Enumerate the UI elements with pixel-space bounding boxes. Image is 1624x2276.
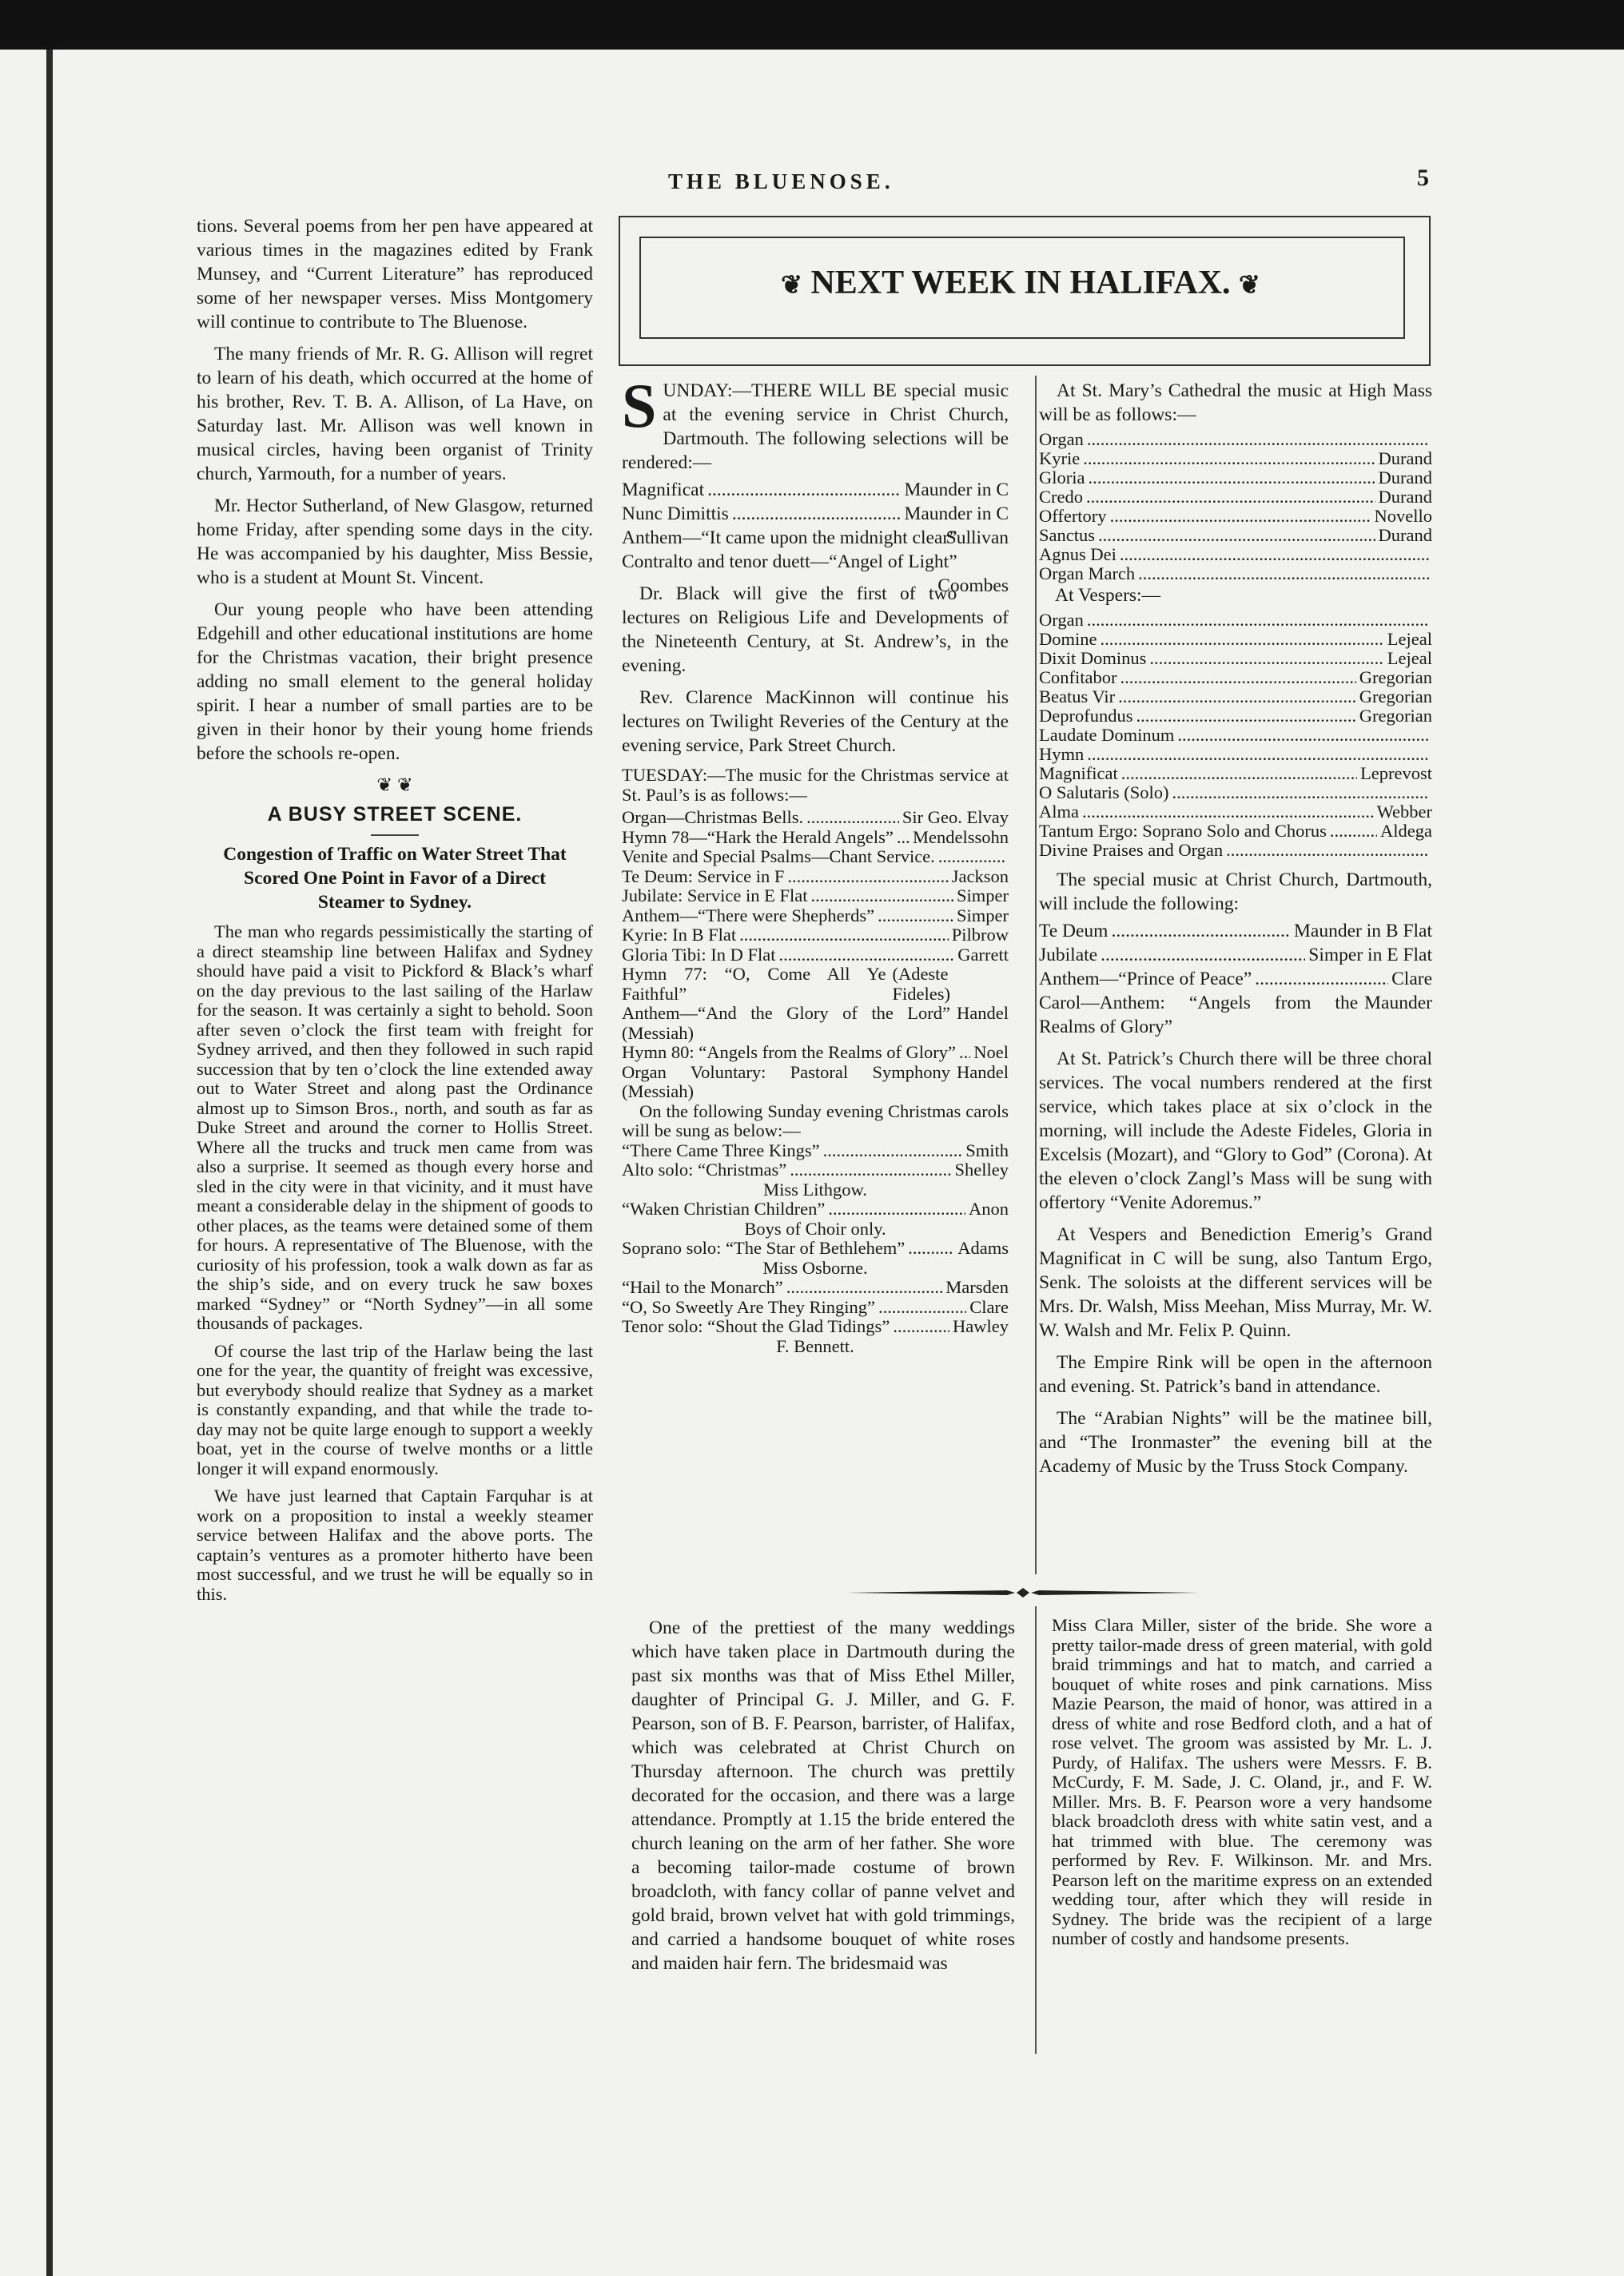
- christ-church-selection-item: [622, 478, 1009, 502]
- carol-selection-title: Alto solo: “Christmas”: [622, 1160, 787, 1180]
- christ-church-selection-leader: [707, 478, 901, 502]
- paragraph-st-marys: At St. Mary’s Cathedral the music at High Mass will be as follows:—: [1039, 380, 1432, 425]
- high-mass-selection-title: Sanctus: [1039, 525, 1095, 545]
- paragraph-carols: On the following Sunday evening Christmas carols will be sung as below:—: [622, 1100, 1009, 1140]
- st-pauls-selection-item: [622, 1063, 1009, 1102]
- high-mass-selection-leader: [1088, 468, 1375, 487]
- st-pauls-selection-item: [622, 867, 1009, 887]
- christ-church-selection-leader: [732, 502, 902, 526]
- page-number: 5: [1417, 165, 1429, 191]
- st-pauls-selection-item: [622, 906, 1009, 926]
- paragraph-young-people: Our young people who have been attending Edgehill and other educational institutions are home for the Christmas vacation, their bright presence adding no small element to the general holiday spirit. I hear a number of small parties are to be given in their honor by their young home friends before the schools re-open.: [197, 599, 593, 764]
- running-head: THE BLUENOSE.: [668, 169, 894, 193]
- vespers-selection-leader: [1136, 706, 1355, 726]
- paragraph-wedding-part1: One of the prettiest of the many weddings which have taken place in Dartmouth during the past six months was that of Miss Ethel Miller, daughter of Principal G. J. Miller, and G. F. Pearson, son of B. F. Pearson, barrister, of Halifax, which was celebrated at Christ Church on Thursday afternoon. The church was prettily decorated for the occasion, and there was a large attendance. Promptly at 1.15 the bride entered the church leaning on the arm of her father. She wore a becoming tailor-made costume of brown broadcloth, with fancy collar of panne velvet and gold braid, brown velvet hat with gold trimmings, and carried a handsome bouquet of white roses and maiden hair fern. The bridesmaid was: [631, 1617, 1015, 1974]
- carol-selection-leader: [786, 1278, 942, 1298]
- high-mass-selection-item: [1039, 507, 1432, 526]
- carol-selection-leader: [790, 1160, 951, 1180]
- paragraph-st-patricks: At St. Patrick’s Church there will be three choral services. The vocal numbers rendered at the first service, which takes place at six o’clock in the morning, will include the Adeste Fideles, Gloria in Excelsis (Mozart), and “Glory to God” (Corona). At the eleven o’clock Zangl’s Mass will be sung with offertory “Venite Adoremus.”: [1039, 1048, 1432, 1213]
- carol-selection-item: [622, 1160, 1009, 1180]
- christ-special-selection-leader: [1255, 967, 1388, 991]
- christ-church-selection-title: Nunc Dimittis: [622, 503, 729, 524]
- fleuron-right-icon: ❦: [1239, 270, 1260, 299]
- carol-selection-title: Tenor solo: “Shout the Glad Tidings”: [622, 1316, 890, 1336]
- st-pauls-selection-leader: [739, 925, 949, 945]
- vespers-selection-leader: [1149, 649, 1383, 668]
- paragraph-christ-church-special: The special music at Christ Church, Dartmouth, will include the following:: [1039, 869, 1432, 914]
- vespers-selection-leader: [1087, 745, 1429, 764]
- vespers-selection-title: Laudate Dominum: [1039, 725, 1175, 745]
- paragraph-mackinnon: Rev. Clarence MacKinnon will continue his lectures on Twilight Reveries of the Century at the evening service, Park Street Church.: [622, 687, 1009, 756]
- st-pauls-selection-leader: [878, 906, 953, 926]
- st-pauls-selection-composer: Sir Geo. Elvay: [902, 807, 1009, 827]
- high-mass-selection-composer: Durand: [1378, 468, 1432, 487]
- vespers-selection-item: [1039, 764, 1432, 783]
- st-pauls-selection-composer: Handel: [957, 1003, 1009, 1023]
- st-pauls-selection-composer: Handel: [957, 1061, 1009, 1082]
- st-pauls-selection-leader: [959, 1043, 970, 1063]
- christ-special-selection-item: [1039, 943, 1432, 967]
- carol-selection-composer: Hawley: [953, 1316, 1009, 1336]
- carol-selection-item: [622, 1200, 1009, 1220]
- st-pauls-selection-title: Hymn 78—“Hark the Herald Angels”: [622, 826, 894, 847]
- paragraph-arabian-nights: The “Arabian Nights” will be the matinee bill, and “The Ironmaster” the evening bill at the Academy of Music by the Truss Stock Company.: [1039, 1408, 1432, 1477]
- christ-special-selection-title: Jubilate: [1039, 945, 1098, 965]
- st-pauls-selection-leader: [897, 828, 910, 848]
- vespers-selection-title: Tantum Ergo: Soprano Solo and Chorus: [1039, 821, 1327, 841]
- st-pauls-selection-item: [622, 828, 1009, 848]
- paragraph-tuesday: TUESDAY:—The music for the Christmas service at St. Paul’s is as follows:—: [622, 765, 1009, 805]
- duet-angel: Contralto and tenor duett—“Angel of Light” Coombes: [622, 551, 1009, 596]
- christ-special-selection-composer: Maunder in B Flat: [1294, 921, 1432, 941]
- high-mass-selection-title: Organ: [1039, 429, 1084, 449]
- heading-rule: [371, 834, 419, 836]
- high-mass-selection-item: [1039, 449, 1432, 468]
- christ-church-selection-composer: Maunder in C: [904, 503, 1009, 524]
- st-pauls-selection-item: [622, 945, 1009, 965]
- carol-selection-title: “Waken Christian Children”: [622, 1199, 826, 1219]
- vespers-selection-item: [1039, 783, 1432, 802]
- vespers-selection-item: [1039, 706, 1432, 726]
- st-pauls-selection-composer: Simper: [957, 885, 1009, 905]
- binding-edge: [46, 50, 53, 2276]
- st-pauls-selection-item: [622, 847, 1009, 867]
- paragraph-street-scene: The man who regards pessimistically the starting of a direct steamship line between Halifax and Sydney should have paid a visit to Pickford & Black’s wharf on the day previous to the last sailing of the Harlaw for the season. It was certainly a sight to behold. Soon after seven o’clock the first team with freight for Sydney arrived, and then they followed in such rapid succession that by ten o’clock the line extended away out to Water Street and along past the Ordinance almost up to Simson Bros., north, and south as far as Duke Street and around the corner to Hollis Street. Where all the trucks and truck men came from was also a surprise. It seemed as though every horse and sled in the city were in that vicinity, and it must have meant a considerable delay in the shipment of goods to other places, as the teams were detained some of them for hours. A representative of The Bluenose, with the curiosity of his profession, took a walk down as far as the ship’s side, and on every truck he saw boxes marked “Sydney” or “North Sydney”—in all some thousands of packages.: [197, 921, 593, 1333]
- st-pauls-selection-leader: [938, 847, 1005, 867]
- christ-special-selection-item: [1039, 991, 1432, 1039]
- article-heading: A BUSY STREET SCENE.: [267, 803, 523, 826]
- high-mass-selection-leader: [1120, 545, 1429, 564]
- high-mass-selection-leader: [1098, 526, 1375, 545]
- carol-selection-item: Miss Lithgow.: [763, 1179, 867, 1200]
- st-pauls-selection-title: Gloria Tibi: In D Flat: [622, 944, 776, 965]
- section-separator: ❦ ❦: [376, 775, 413, 796]
- high-mass-selection-leader: [1083, 449, 1375, 468]
- christ-special-selection-item: [1039, 967, 1432, 991]
- carol-selection-title: Soprano solo: “The Star of Bethlehem”: [622, 1238, 906, 1258]
- st-pauls-selection-composer: Garrett: [957, 944, 1009, 965]
- column-2: [622, 371, 1009, 1356]
- st-pauls-selection-title: Anthem—“There were Shepherds”: [622, 905, 875, 925]
- paragraph-empire-rink: The Empire Rink will be open in the afternoon and evening. St. Patrick’s band in attendance.: [1039, 1352, 1432, 1397]
- st-pauls-selection-title: Organ Voluntary: Pastoral Symphony (Messiah): [622, 1061, 951, 1101]
- vespers-label: At Vespers:—: [1055, 585, 1161, 606]
- wedding-column-left: [631, 1616, 1015, 1984]
- st-pauls-selection-title: Te Deum: Service in F: [622, 865, 785, 886]
- st-pauls-selection-title: Jubilate: Service in E Flat: [622, 885, 808, 905]
- list-st-pauls: [622, 808, 1009, 1102]
- st-pauls-selection-item: [622, 1043, 1009, 1063]
- vespers-selection-title: Alma: [1039, 802, 1079, 822]
- paragraph-sunday: [622, 371, 1009, 475]
- vespers-selection-composer: Webber: [1376, 802, 1432, 822]
- christ-special-selection-composer: Maunder: [1364, 993, 1432, 1013]
- vespers-selection-item: [1039, 611, 1432, 630]
- vespers-selection-leader: [1172, 783, 1430, 802]
- vespers-selection-item: [1039, 630, 1432, 649]
- carol-selection-item: [622, 1141, 1009, 1161]
- st-pauls-selection-leader: [806, 808, 899, 828]
- carol-selection-item: [622, 1239, 1009, 1259]
- christ-church-selection-title: Magnificat: [622, 479, 705, 500]
- high-mass-selection-title: Agnus Dei: [1039, 544, 1116, 564]
- vespers-selection-item: [1039, 687, 1432, 706]
- high-mass-selection-title: Organ March: [1039, 563, 1136, 583]
- vespers-selection-item: [1039, 745, 1432, 764]
- high-mass-selection-item: [1039, 468, 1432, 487]
- carol-selection-composer: Marsden: [945, 1277, 1009, 1297]
- vespers-selection-leader: [1177, 726, 1429, 745]
- paragraph-harlaw: Of course the last trip of the Harlaw being the last one for the year, the quantity of freight was excessive, but everybody should realize that Sydney as a market is constantly expanding, and that while the trade to-day may not be quite large enough to support a weekly boat, yet in the course of twelve months or a little longer it will expand enormously.: [197, 1340, 593, 1478]
- st-pauls-selection-composer: Simper: [957, 905, 1009, 925]
- vespers-selection-composer: Gregorian: [1359, 667, 1432, 687]
- paragraph-wedding-part2: Miss Clara Miller, sister of the bride. She wore a pretty tailor-made dress of green material, with gold braid trimmings and hat to match, and carried a bouquet of white roses and pink carnations. Miss Mazie Pearson, the maid of honor, was attired in a dress of white and rose Bedford cloth, and a hat of rose velvet. The groom was assisted by Mr. L. J. Purdy, of Halifax. The ushers were Messrs. F. B. McCurdy, F. M. Sade, J. C. Oland, jr., and F. W. Miller. Mrs. B. F. Pearson wore a very handsome black broadcloth dress with white satin vest, and a hat trimmed with blue. The ceremony was performed by Rev. F. Wilkinson. Mr. and Mrs. Pearson left on the maritime express on an extended wedding tour, after which they will reside in Sydney. The bride was the recipient of a large number of costly and handsome presents.: [1052, 1615, 1432, 1948]
- vespers-selection-title: Deprofundus: [1039, 706, 1133, 726]
- christ-special-selection-composer: Clare: [1391, 969, 1432, 989]
- st-pauls-selection-title: Organ—Christmas Bells.: [622, 807, 804, 827]
- carol-selection-item: F. Bennett.: [776, 1335, 854, 1356]
- list-carols: [622, 1141, 1009, 1357]
- christ-special-selection-leader: [1101, 943, 1305, 967]
- st-pauls-selection-composer: (Adeste Fideles): [892, 964, 950, 1004]
- column-1: [197, 214, 593, 1612]
- christ-special-selection-title: Carol—Anthem: “Angels from the Realms of Glory”: [1039, 993, 1359, 1037]
- high-mass-selection-title: Offertory: [1039, 506, 1107, 526]
- st-pauls-selection-title: Kyrie: In B Flat: [622, 925, 737, 945]
- carol-selection-item: [622, 1317, 1009, 1337]
- carol-selection-leader: [893, 1317, 949, 1337]
- list-christ-special: [1039, 919, 1432, 1039]
- list-high-mass: [1039, 430, 1432, 583]
- ornamental-divider: [847, 1586, 1199, 1599]
- vespers-selection-leader: [1082, 802, 1374, 822]
- st-pauls-selection-item: [622, 925, 1009, 945]
- high-mass-selection-title: Credo: [1039, 487, 1083, 507]
- list-christ-church: [622, 478, 1009, 526]
- christ-church-selection-composer: Maunder in C: [904, 479, 1009, 500]
- high-mass-selection-title: Kyrie: [1039, 448, 1081, 468]
- vespers-selection-item: [1039, 649, 1432, 668]
- st-pauls-selection-composer: Noel: [973, 1042, 1009, 1062]
- carol-selection-composer: Anon: [969, 1199, 1009, 1219]
- christ-special-selection-title: Te Deum: [1039, 921, 1109, 941]
- vespers-selection-item: [1039, 822, 1432, 841]
- high-mass-selection-leader: [1138, 564, 1429, 583]
- christ-church-selection-item: [622, 502, 1009, 526]
- vespers-selection-composer: Gregorian: [1359, 706, 1432, 726]
- st-pauls-selection-title: Venite and Special Psalms—Chant Service.: [622, 846, 935, 866]
- st-pauls-selection-title: Hymn 77: “O, Come All Ye Faithful”: [622, 964, 886, 1004]
- vespers-selection-title: Beatus Vir: [1039, 686, 1116, 706]
- vespers-selection-leader: [1120, 668, 1355, 687]
- high-mass-selection-composer: Durand: [1378, 525, 1432, 545]
- vespers-selection-leader: [1121, 764, 1357, 783]
- high-mass-selection-item: [1039, 526, 1432, 545]
- christ-special-selection-leader: [1111, 919, 1291, 943]
- high-mass-selection-title: Gloria: [1039, 468, 1085, 487]
- high-mass-selection-leader: [1110, 507, 1371, 526]
- vespers-selection-leader: [1101, 630, 1384, 649]
- carol-selection-title: “There Came Three Kings”: [622, 1140, 820, 1160]
- paragraph-farquhar: We have just learned that Captain Farquhar is at work on a proposition to instal a weekly steamer service between Halifax and the above ports. The captain’s ventures as a promoter hitherto have been most successful, and we trust he will be equally so in this.: [197, 1486, 593, 1604]
- vespers-selection-item: [1039, 802, 1432, 822]
- carol-selection-composer: Clare: [969, 1296, 1009, 1317]
- vespers-selection-composer: Lejeal: [1387, 629, 1432, 649]
- carol-selection-composer: Shelley: [954, 1160, 1009, 1180]
- st-pauls-selection-item: [622, 965, 1009, 1004]
- carol-selection-title: “O, So Sweetly Are They Ringing”: [622, 1296, 876, 1317]
- high-mass-selection-composer: Durand: [1378, 487, 1432, 507]
- carol-selection-item: Miss Osborne.: [762, 1257, 868, 1278]
- paragraph-dr-black: Dr. Black will give the first of two lectures on Religious Life and Developments of the Nineteenth Century, at St. Andrew’s, in the evening.: [622, 583, 1009, 676]
- st-pauls-selection-leader: [787, 867, 948, 887]
- banner-title: [639, 264, 1402, 302]
- list-vespers: [1039, 611, 1432, 860]
- paragraph-allison: The many friends of Mr. R. G. Allison will regret to learn of his death, which occurred at the home of his brother, Rev. T. B. A. Allison, of La Have, on Saturday last. Mr. Allison was well known in musical circles, having been organist of Trinity church, Yarmouth, for a number of years.: [197, 344, 593, 484]
- paragraph-benediction: At Vespers and Benediction Emerig’s Grand Magnificat in C will be sung, also Tantum Ergo, Senk. The soloists at the different services will be Mrs. Dr. Walsh, Miss Meehan, Miss Murray, Mr. W. W. Walsh and Mr. Felix P. Quinn.: [1039, 1224, 1432, 1341]
- wedding-column-right: [1052, 1616, 1432, 1957]
- vespers-selection-leader: [1087, 611, 1429, 630]
- vespers-selection-leader: [1226, 841, 1429, 860]
- carol-selection-composer: Adams: [957, 1238, 1009, 1258]
- christ-special-selection-composer: Simper in E Flat: [1308, 945, 1432, 965]
- vespers-selection-composer: Leprevost: [1360, 763, 1432, 783]
- carol-selection-composer: Smith: [965, 1140, 1009, 1160]
- vespers-selection-leader: [1118, 687, 1356, 706]
- high-mass-selection-item: [1039, 430, 1432, 449]
- vespers-selection-composer: Gregorian: [1359, 686, 1432, 706]
- st-pauls-selection-leader: [810, 886, 953, 906]
- vespers-selection-title: Hymn: [1039, 744, 1085, 764]
- st-pauls-selection-item: [622, 1004, 1009, 1043]
- paragraph-montgomery: tions. Several poems from her pen have appeared at various times in the magazines edited by Frank Munsey, and “Current Literature” has reproduced some of her newspaper verses. Miss Montgomery will continue to contribute to The Bluenose.: [197, 216, 593, 332]
- vespers-selection-title: Domine: [1039, 629, 1097, 649]
- vespers-selection-title: Divine Praises and Organ: [1039, 840, 1224, 860]
- sunday-intro: UNDAY:—THERE WILL BE special music at the evening service in Christ Church, Dartmouth. The following selections will be rendered:—: [622, 380, 1009, 473]
- vespers-selection-item: [1039, 726, 1432, 745]
- carol-selection-title: “Hail to the Monarch”: [622, 1277, 783, 1297]
- fleuron-left-icon: ❦: [781, 270, 802, 299]
- christ-special-selection-item: [1039, 919, 1432, 943]
- st-pauls-selection-item: [622, 886, 1009, 906]
- vespers-selection-composer: Aldega: [1380, 821, 1432, 841]
- st-pauls-selection-title: Anthem—“And the Glory of the Lord” (Messiah): [622, 1003, 951, 1043]
- column-rule-wedding: [1035, 1606, 1037, 2054]
- carol-selection-leader: [823, 1141, 963, 1161]
- christ-special-selection-title: Anthem—“Prince of Peace”: [1039, 969, 1252, 989]
- high-mass-selection-item: [1039, 487, 1432, 507]
- st-pauls-selection-composer: Mendelssohn: [913, 826, 1009, 847]
- vespers-selection-title: Magnificat: [1039, 763, 1118, 783]
- carol-selection-item: [622, 1298, 1009, 1318]
- high-mass-selection-item: [1039, 545, 1432, 564]
- column-3: [1039, 379, 1432, 1486]
- high-mass-selection-leader: [1086, 487, 1375, 507]
- carol-selection-item: [622, 1278, 1009, 1298]
- high-mass-selection-leader: [1087, 430, 1429, 449]
- vespers-selection-item: [1039, 668, 1432, 687]
- drop-cap: S: [622, 371, 657, 440]
- high-mass-selection-composer: Durand: [1378, 448, 1432, 468]
- column-rule-2-3: [1035, 376, 1037, 1574]
- carol-selection-leader: [878, 1298, 966, 1318]
- carol-selection-item: Boys of Choir only.: [744, 1218, 886, 1239]
- vespers-selection-title: Dixit Dominus: [1039, 648, 1147, 668]
- article-subhead: Congestion of Traffic on Water Street That Scored One Point in Favor of a Direct Steamer to Sydney.: [223, 844, 567, 913]
- vespers-selection-item: [1039, 841, 1432, 860]
- high-mass-selection-composer: Novello: [1374, 506, 1432, 526]
- vespers-selection-title: O Salutaris (Solo): [1039, 782, 1169, 802]
- vespers-selection-leader: [1330, 822, 1377, 841]
- paragraph-sutherland: Mr. Hector Sutherland, of New Glasgow, returned home Friday, after spending some days in the city. He was accompanied by his daughter, Miss Bessie, who is a student at Mount St. Vincent.: [197, 495, 593, 588]
- st-pauls-selection-composer: Jackson: [951, 865, 1009, 886]
- carol-selection-leader: [828, 1200, 965, 1220]
- anthem-midnight: Anthem—“It came upon the midnight clear” Sullivan: [622, 527, 1009, 548]
- high-mass-selection-item: [1039, 564, 1432, 583]
- st-pauls-selection-item: [622, 808, 1009, 828]
- vespers-selection-title: Confitabor: [1039, 667, 1117, 687]
- st-pauls-selection-composer: Pilbrow: [951, 925, 1009, 945]
- carol-selection-leader: [908, 1239, 954, 1259]
- st-pauls-selection-title: Hymn 80: “Angels from the Realms of Glory”: [622, 1042, 957, 1062]
- vespers-selection-composer: Lejeal: [1387, 648, 1432, 668]
- banner-title-text: NEXT WEEK IN HALIFAX.: [810, 265, 1231, 301]
- vespers-selection-title: Organ: [1039, 610, 1084, 630]
- st-pauls-selection-leader: [779, 945, 955, 965]
